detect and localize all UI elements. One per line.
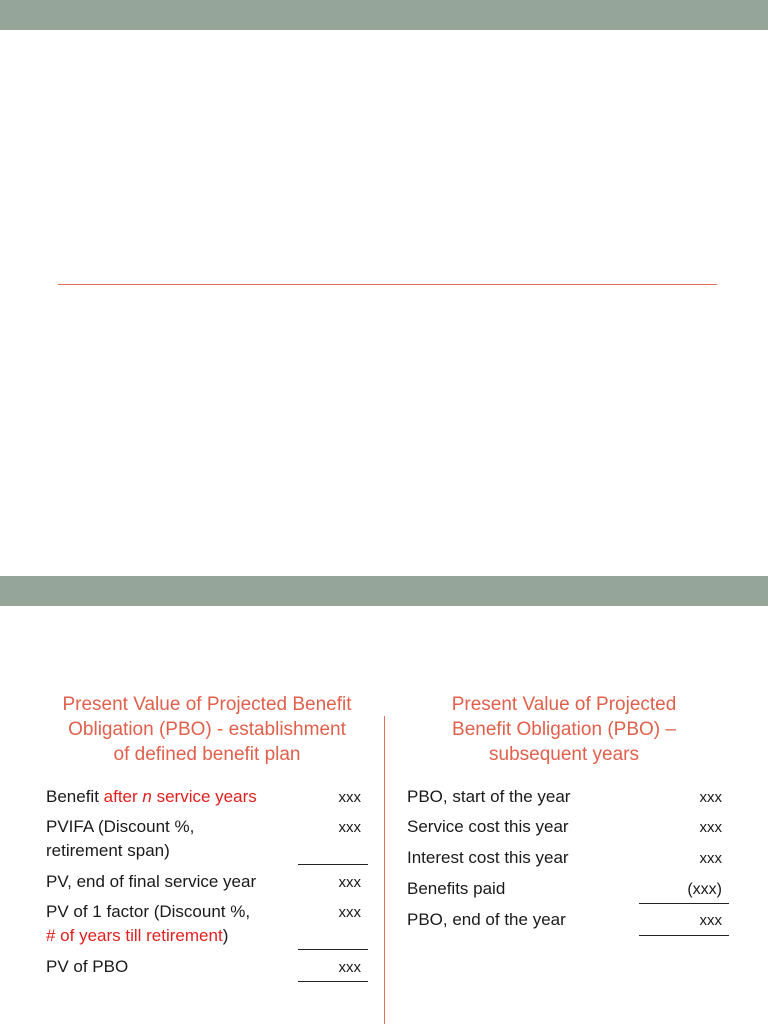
left-underline-2 (298, 949, 368, 950)
left-row-pv-final-value: xxx (338, 874, 361, 891)
left-row-pv-pbo-value: xxx (338, 959, 361, 976)
years-till-retirement-text: # of years till retirement (46, 926, 223, 945)
right-underline-1 (639, 903, 729, 904)
right-title-line-2: Benefit Obligation (PBO) – (452, 719, 676, 740)
right-row-service-label: Service cost this year (407, 817, 569, 836)
right-title-line-1: Present Value of Projected (451, 694, 677, 715)
left-title-line-1: Present Value of Projected Benefit (62, 694, 352, 715)
right-row-interest-label: Interest cost this year (407, 848, 569, 867)
right-row-start-label: PBO, start of the year (407, 787, 571, 806)
right-row-benefits-label: Benefits paid (407, 879, 506, 898)
n-text: n (142, 787, 152, 806)
left-row-pvifa-value: xxx (338, 819, 361, 836)
column-divider (384, 716, 385, 1024)
left-row-pv1-value: xxx (338, 904, 361, 921)
pv1-line-1: PV of 1 factor (Discount %, (46, 902, 251, 921)
right-row-benefits-value: (xxx) (687, 881, 722, 898)
left-column-title (40, 692, 374, 767)
right-row-end-value: xxx (699, 912, 722, 929)
left-title-line-3: of defined benefit plan (113, 744, 301, 765)
after-text: after (103, 787, 143, 806)
right-underline-2 (639, 935, 729, 936)
left-underline-1 (298, 864, 368, 865)
right-row-end-label: PBO, end of the year (407, 910, 566, 929)
right-row-start-value: xxx (699, 789, 722, 806)
pvifa-line-1: PVIFA (Discount %, (46, 817, 195, 836)
right-title-line-3: subsequent years (489, 744, 639, 765)
title-divider-rule (58, 284, 717, 285)
left-underline-3 (298, 981, 368, 982)
benefit-text: Benefit (46, 787, 104, 806)
pv1-line-2 (46, 924, 250, 948)
service-years-text: service years (151, 787, 257, 806)
right-row-service-value: xxx (699, 819, 722, 836)
pvifa-line-2: retirement span) (46, 841, 170, 860)
left-row-benefit-value: xxx (338, 789, 361, 806)
top-header-band (0, 0, 768, 30)
right-column-title (404, 692, 724, 767)
left-title-line-2: Obligation (PBO) - establishment (68, 719, 346, 740)
left-row-pv1-label (46, 900, 250, 948)
right-row-interest-value: xxx (699, 850, 722, 867)
slide-separator-band (0, 576, 768, 606)
left-row-pv-final-label: PV, end of final service year (46, 872, 257, 891)
close-paren-text: ) (222, 926, 229, 945)
left-row-benefit-label (46, 785, 257, 809)
left-row-pv-pbo-label: PV of PBO (46, 957, 129, 976)
left-row-pvifa-label (46, 815, 194, 863)
